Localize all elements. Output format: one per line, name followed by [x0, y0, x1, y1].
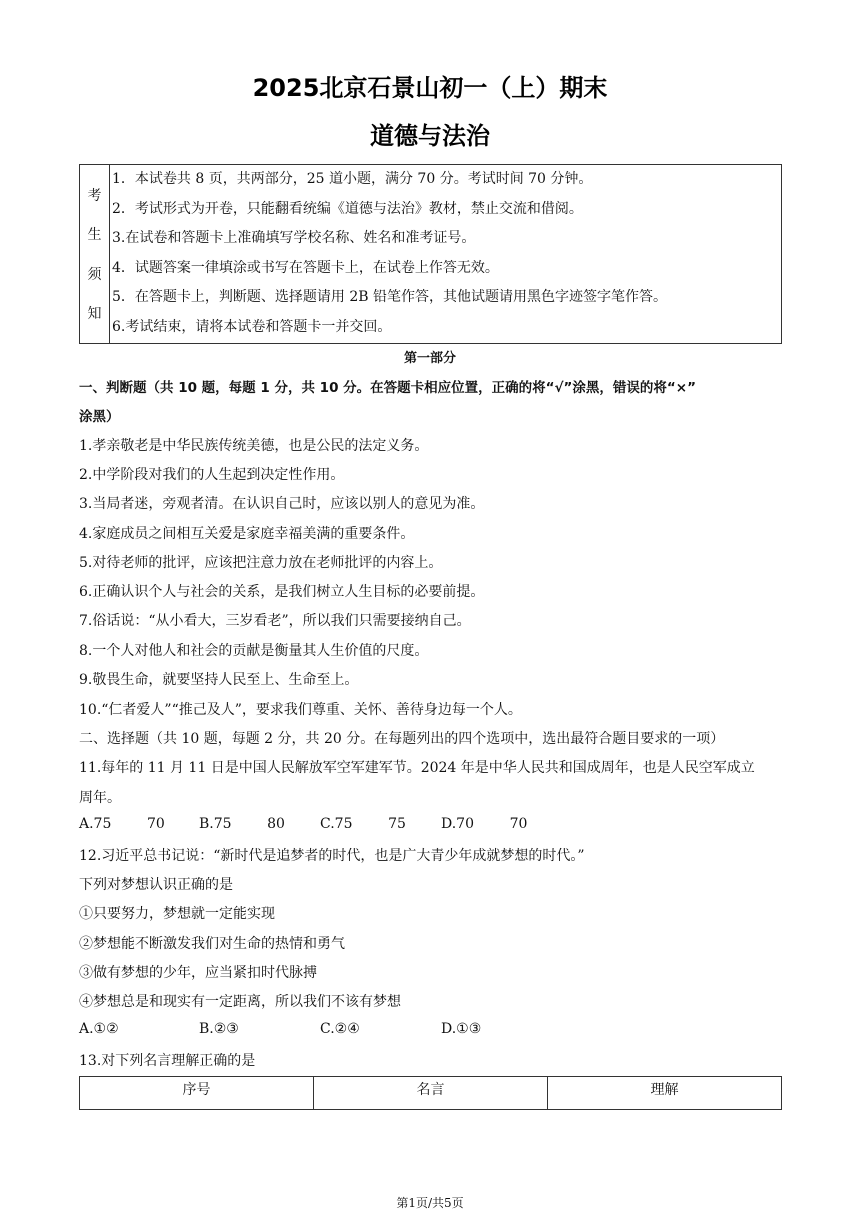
exam-notice-box [79, 164, 782, 344]
notice-item: 5．在答题卡上，判断题、选择题请用 2B 铅笔作答，其他试题请用黑色字迹签字笔作答。 [112, 289, 668, 306]
option-d: D.70 70 [441, 816, 528, 832]
table-header-cell: 名言 [314, 1077, 548, 1109]
notice-label-char: 知 [87, 306, 102, 323]
notice-item: 3.在试卷和答题卡上准确填写学校名称、姓名和准考证号。 [112, 230, 476, 247]
notice-items [110, 165, 781, 343]
judgment-question: 4.家庭成员之间相互关爱是家庭幸福美满的重要条件。 [79, 526, 415, 542]
option-c: C.②④ [320, 1021, 360, 1037]
option-d: D.①③ [441, 1021, 482, 1037]
choice-section-heading: 二、选择题（共 10 题，每题 2 分，共 20 分。在每题列出的四个选项中，选出最符合题目要求的一项） [79, 731, 725, 747]
judgment-question: 5.对待老师的批评，应该把注意力放在老师批评的内容上。 [79, 555, 443, 571]
exam-title: 2025北京石景山初一（上）期末 [252, 74, 608, 102]
notice-item: 2．考试形式为开卷，只能翻看统编《道德与法治》教材，禁止交流和借阅。 [112, 200, 583, 217]
question-12-stem: 12.习近平总书记说：“新时代是追梦者的时代，也是广大青少年成就梦想的时代。” [79, 848, 585, 864]
exam-subject: 道德与法治 [370, 122, 490, 150]
option-a: A.①② [79, 1021, 119, 1037]
notice-label [80, 165, 110, 343]
option-b: B.②③ [199, 1021, 239, 1037]
option-b: B.75 80 [199, 816, 285, 832]
judgment-question: 10.“仁者爱人”“推己及人”，要求我们尊重、关怀、善待身边每一个人。 [79, 702, 522, 718]
notice-item: 4．试题答案一律填涂或书写在答题卡上，在试卷上作答无效。 [112, 259, 499, 276]
question-12-statement: ③做有梦想的少年，应当紧扣时代脉搏 [79, 965, 317, 981]
table-header-cell: 理解 [650, 1082, 679, 1098]
judgment-question: 8.一个人对他人和社会的贡献是衡量其人生价值的尺度。 [79, 643, 429, 659]
question-12-statement: ①只要努力，梦想就一定能实现 [79, 906, 275, 922]
question-12-stem-cont: 下列对梦想认识正确的是 [79, 877, 233, 893]
judgment-question: 7.俗话说：“从小看大，三岁看老”，所以我们只需要接纳自己。 [79, 613, 471, 629]
notice-label-char: 考 [87, 187, 102, 204]
notice-label-char: 须 [87, 266, 102, 283]
question-11-stem-cont: 周年。 [79, 790, 121, 806]
option-c: C.75 75 [320, 816, 406, 832]
judgment-question: 9.敬畏生命，就要坚持人民至上、生命至上。 [79, 672, 359, 688]
question-11-options [79, 816, 779, 838]
option-a: A.75 70 [79, 816, 165, 832]
notice-item: 1．本试卷共 8 页，共两部分，25 道小题，满分 70 分。考试时间 70 分钟。 [112, 171, 593, 187]
question-11-stem: 11.每年的 11 月 11 日是中国人民解放军空军建军节。2024 年是中华人民共和国成周年，也是人民空军成立 [79, 760, 755, 776]
question-12-statement: ②梦想能不断激发我们对生命的热情和勇气 [79, 936, 345, 952]
judgment-section-heading-cont: 涂黑） [79, 409, 120, 425]
judgment-question: 1.孝亲敬老是中华民族传统美德，也是公民的法定义务。 [79, 438, 429, 454]
question-13-stem: 13.对下列名言理解正确的是 [79, 1053, 256, 1069]
notice-label-char: 生 [87, 227, 102, 244]
part-one-title: 第一部分 [403, 351, 456, 366]
question-12-statement: ④梦想总是和现实有一定距离，所以我们不该有梦想 [79, 994, 401, 1010]
judgment-section-heading: 一、判断题（共 10 题，每题 1 分，共 10 分。在答题卡相应位置，正确的将“√”涂黑，错误的将“×” [79, 380, 696, 396]
notice-item: 6.考试结束，请将本试卷和答题卡一并交回。 [112, 318, 392, 335]
judgment-question: 2.中学阶段对我们的人生起到决定性作用。 [79, 467, 345, 483]
judgment-question: 6.正确认识个人与社会的关系，是我们树立人生目标的必要前提。 [79, 584, 485, 600]
question-13-table [79, 1076, 782, 1110]
table-header-cell: 序号 [80, 1077, 314, 1109]
judgment-question: 3.当局者迷，旁观者清。在认识自己时，应该以别人的意见为准。 [79, 496, 485, 512]
question-12-options [79, 1021, 779, 1043]
page-number: 第1页/共5页 [396, 1196, 464, 1210]
